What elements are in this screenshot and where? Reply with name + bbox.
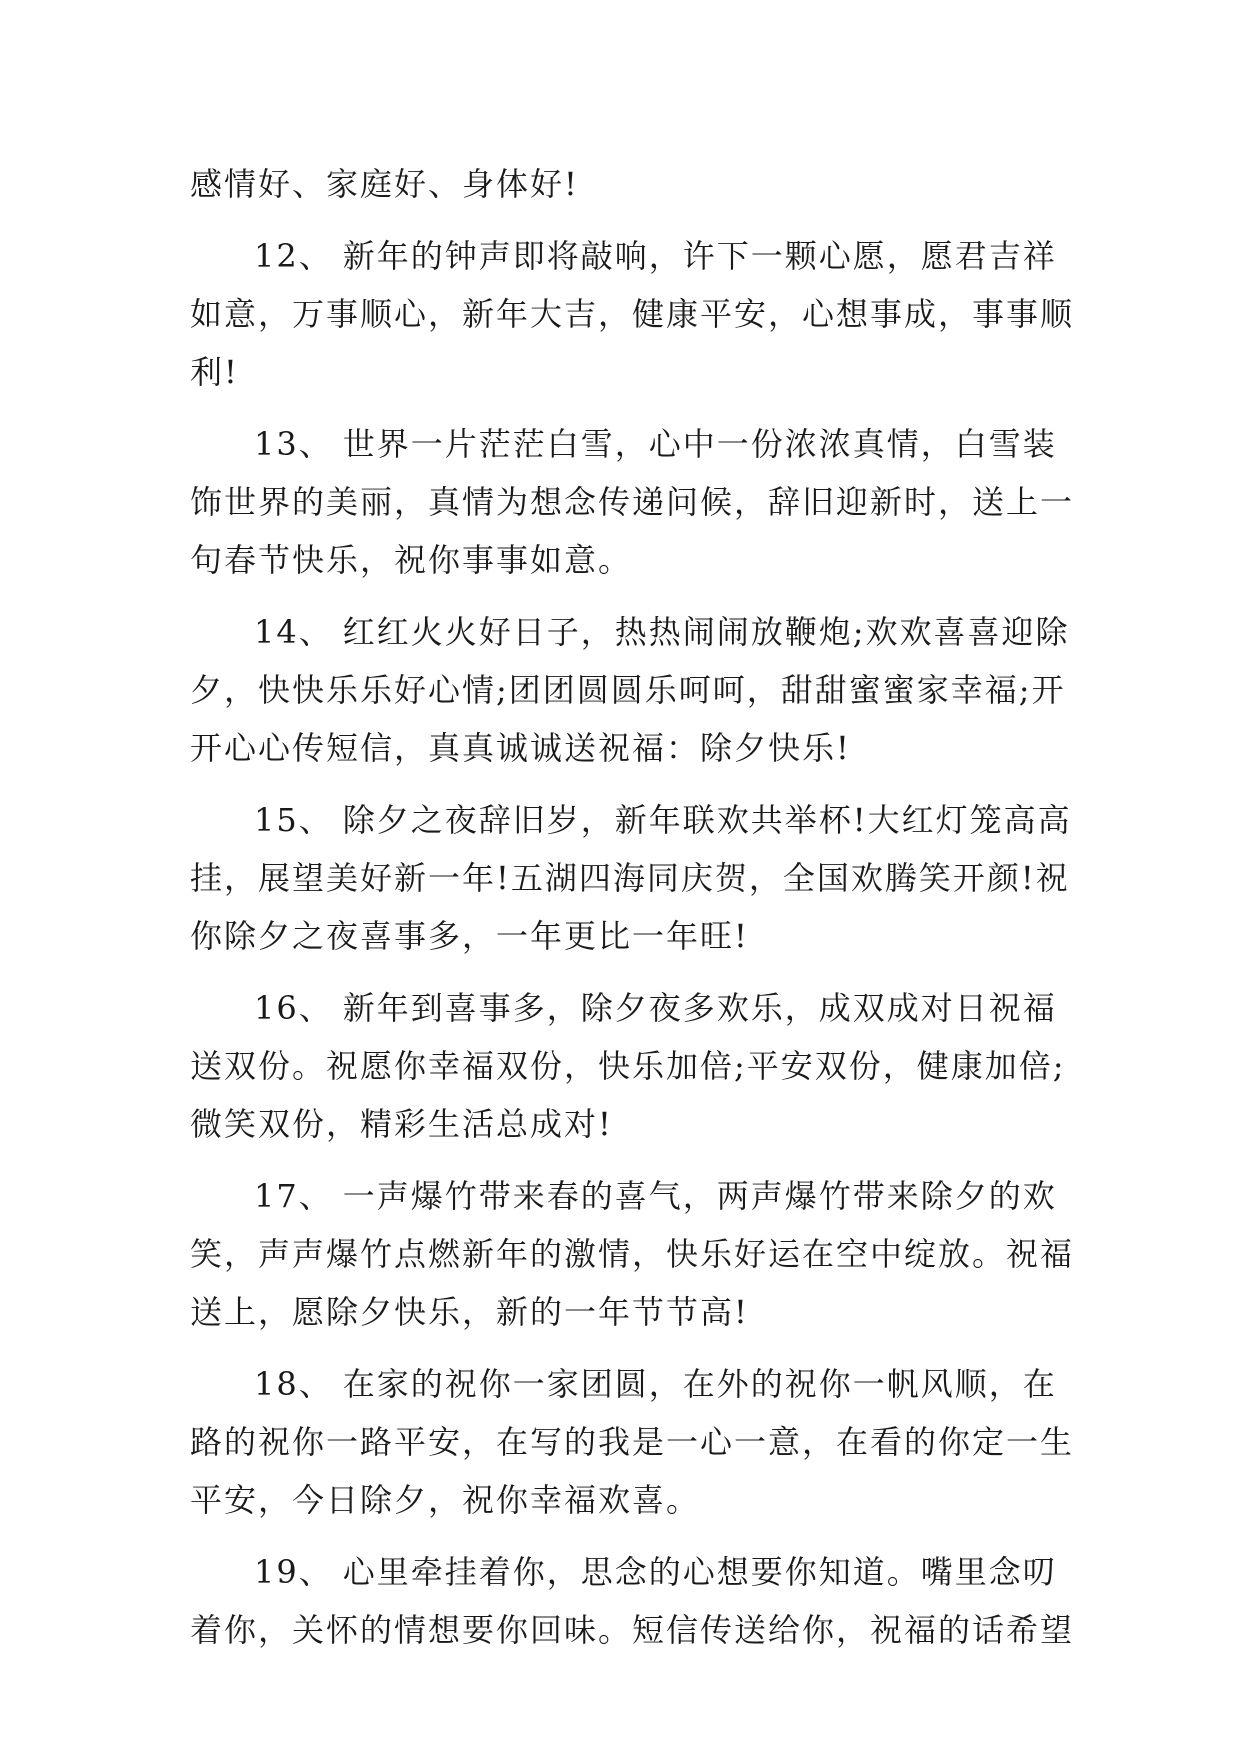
paragraph-line: 送上，愿除夕快乐，新的一年节节高!	[190, 1293, 749, 1331]
paragraph-line: 你除夕之夜喜事多，一年更比一年旺!	[190, 917, 749, 955]
item-number: 14、	[254, 613, 333, 651]
paragraph-first-line	[190, 227, 1057, 285]
paragraph-text: 世界一片茫茫白雪，心中一份浓浓真情，白雪装	[342, 425, 1057, 463]
paragraph-text: 新年到喜事多，除夕夜多欢乐，成双成对日祝福	[342, 989, 1057, 1027]
paragraph-line: 平安，今日除夕，祝你幸福欢喜。	[190, 1481, 701, 1519]
paragraph-line: 夕，快快乐乐好心情;团团圆圆乐呵呵，甜甜蜜蜜家幸福;开	[190, 671, 1066, 709]
paragraph-line: 句春节快乐，祝你事事如意。	[190, 541, 633, 579]
item-number: 15、	[254, 801, 333, 839]
paragraph-line: 开心心传短信，真真诚诚送祝福：除夕快乐!	[190, 729, 851, 767]
paragraph-line: 饰世界的美丽，真情为想念传递问候，辞旧迎新时，送上一	[190, 483, 1075, 521]
item-number: 12、	[254, 237, 333, 275]
paragraph-text: 除夕之夜辞旧岁，新年联欢共举杯!大红灯笼高高	[342, 801, 1072, 839]
paragraph-first-line	[190, 1355, 1057, 1413]
paragraph-first-line	[190, 979, 1057, 1037]
paragraph-text: 一声爆竹带来春的喜气，两声爆竹带来除夕的欢	[342, 1177, 1057, 1215]
item-number: 18、	[254, 1365, 333, 1403]
paragraph-line: 送双份。祝愿你幸福双份，快乐加倍;平安双份，健康加倍;	[190, 1047, 1066, 1085]
paragraph-line: 感情好、家庭好、身体好!	[190, 165, 579, 203]
paragraph-text: 红红火火好日子，热热闹闹放鞭炮;欢欢喜喜迎除	[342, 613, 1070, 651]
item-number: 16、	[254, 989, 333, 1027]
paragraph-first-line	[190, 1543, 1057, 1601]
item-number: 13、	[254, 425, 333, 463]
paragraph-first-line	[190, 791, 1072, 849]
paragraph-line: 挂，展望美好新一年!五湖四海同庆贺，全国欢腾笑开颜!祝	[190, 859, 1070, 897]
document-body	[190, 155, 1075, 1659]
paragraph-line: 利!	[190, 353, 239, 391]
paragraph-first-line	[190, 603, 1070, 661]
item-number: 17、	[254, 1177, 333, 1215]
paragraph-first-line	[190, 1167, 1057, 1225]
paragraph-line: 如意，万事顺心，新年大吉，健康平安，心想事成，事事顺	[190, 295, 1075, 333]
paragraph-line: 路的祝你一路平安，在写的我是一心一意，在看的你定一生	[190, 1423, 1075, 1461]
paragraph-line: 微笑双份，精彩生活总成对!	[190, 1105, 613, 1143]
paragraph-line: 着你，关怀的情想要你回味。短信传送给你，祝福的话希望	[190, 1611, 1075, 1649]
paragraph-text: 新年的钟声即将敲响，许下一颗心愿，愿君吉祥	[342, 237, 1057, 275]
paragraph-line: 笑，声声爆竹点燃新年的激情，快乐好运在空中绽放。祝福	[190, 1235, 1075, 1273]
item-number: 19、	[254, 1553, 333, 1591]
paragraph-text: 心里牵挂着你，思念的心想要你知道。嘴里念叨	[342, 1553, 1057, 1591]
paragraph-text: 在家的祝你一家团圆，在外的祝你一帆风顺，在	[342, 1365, 1057, 1403]
paragraph-first-line	[190, 415, 1057, 473]
